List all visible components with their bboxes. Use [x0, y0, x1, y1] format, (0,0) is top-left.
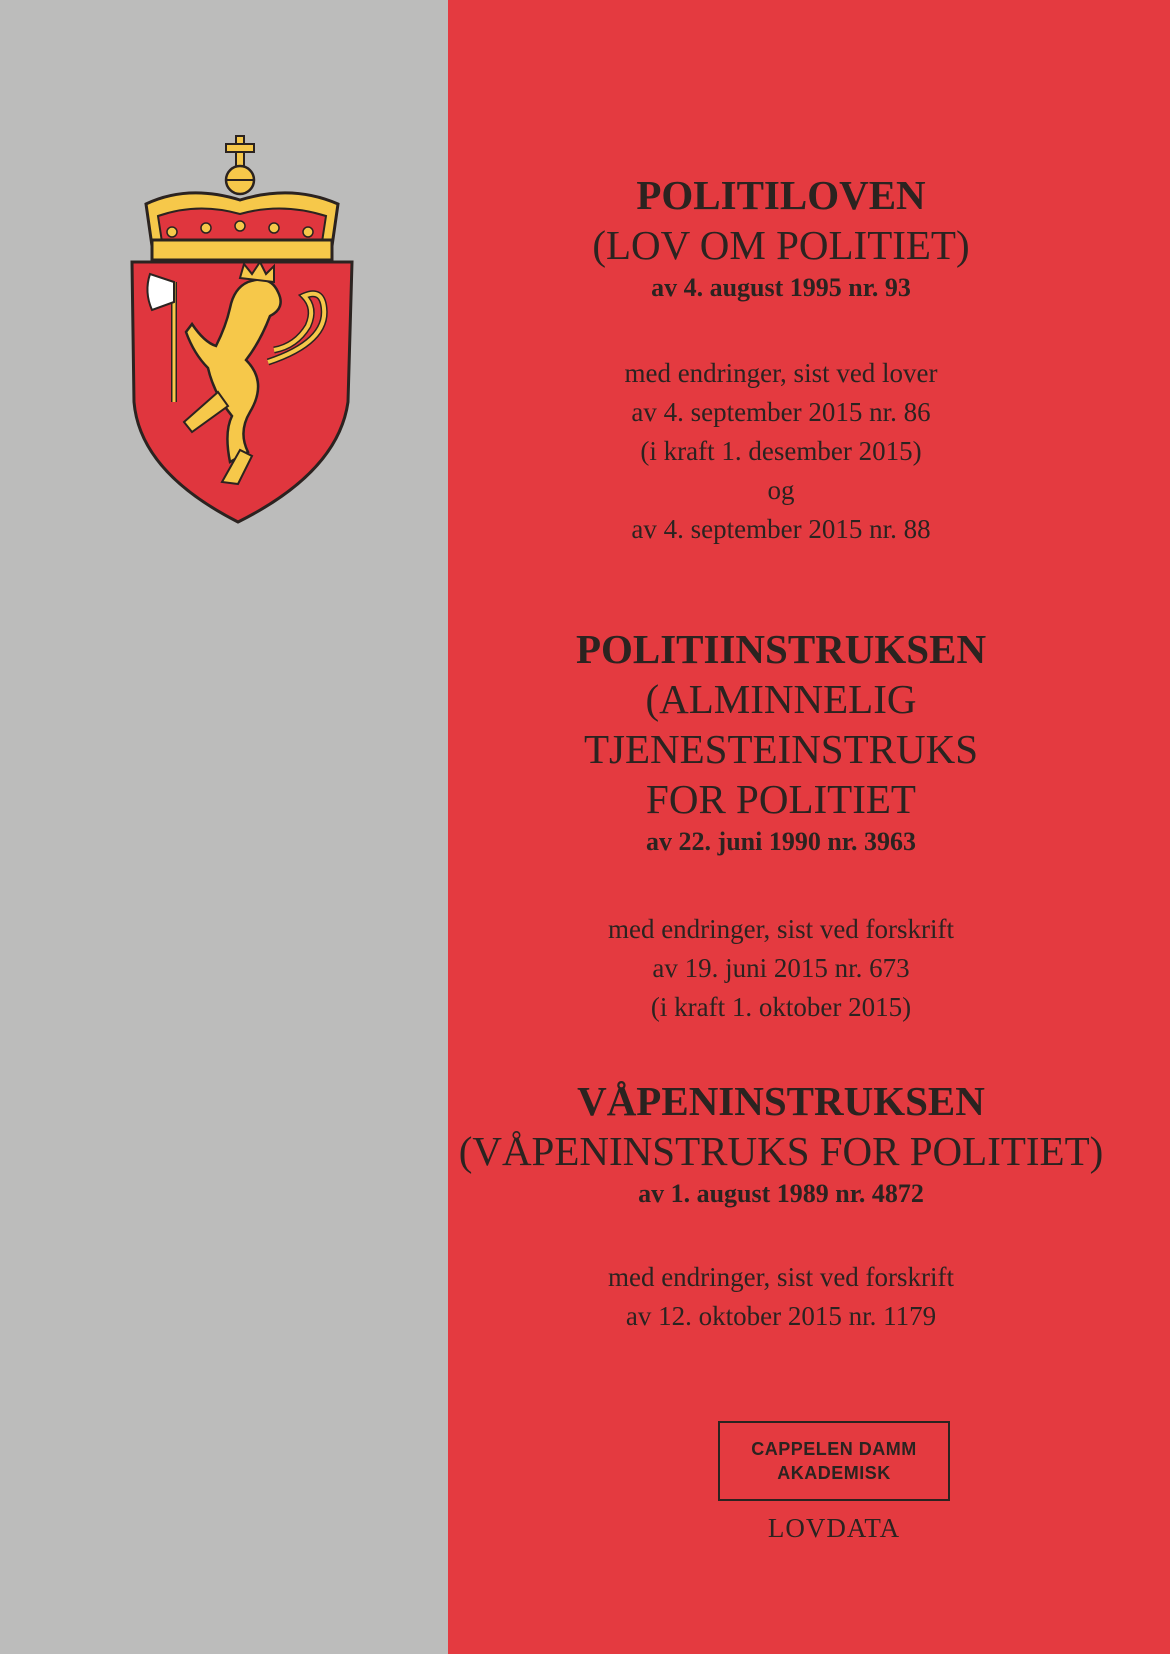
- vapeninstruksen-subtitle: (VÅPENINSTRUKS FOR POLITIET): [458, 1128, 1104, 1174]
- section-politiloven: [448, 170, 1114, 306]
- publisher-line: AKADEMISK: [777, 1463, 891, 1483]
- amendment-line: av 4. september 2015 nr. 88: [631, 514, 931, 544]
- politiloven-amendments: [448, 354, 1114, 549]
- politiinstruksen-subtitle-line: (ALMINNELIG: [645, 676, 917, 722]
- amendment-line: med endringer, sist ved forskrift: [607, 914, 955, 944]
- vapeninstruksen-amendments: [448, 1258, 1114, 1336]
- politiloven-title: POLITILOVEN: [636, 172, 926, 218]
- amendment-line: av 4. september 2015 nr. 86: [631, 397, 931, 427]
- amendment-line: av 19. juni 2015 nr. 673: [652, 953, 910, 983]
- amendment-line: (i kraft 1. oktober 2015): [650, 992, 912, 1022]
- politiloven-date: av 4. august 1995 nr. 93: [651, 273, 911, 302]
- grey-spine: [0, 0, 448, 1654]
- vapeninstruksen-title: VÅPENINSTRUKSEN: [577, 1078, 985, 1124]
- amendment-line: med endringer, sist ved forskrift: [607, 1262, 955, 1292]
- amendment-line: med endringer, sist ved lover: [624, 358, 938, 388]
- politiinstruksen-date: av 22. juni 1990 nr. 3963: [646, 827, 916, 856]
- amendment-line: (i kraft 1. desember 2015): [640, 436, 922, 466]
- politiinstruksen-subtitle-line: TJENESTEINSTRUKS: [583, 726, 979, 772]
- politiloven-subtitle: (LOV OM POLITIET): [592, 222, 970, 268]
- amendment-line: og: [767, 475, 795, 505]
- publisher-logo: [718, 1421, 950, 1501]
- section-politiinstruksen: [448, 624, 1114, 860]
- publisher-line: CAPPELEN DAMM: [751, 1439, 917, 1459]
- amendment-line: av 12. oktober 2015 nr. 1179: [625, 1301, 937, 1331]
- politiinstruksen-title: POLITIINSTRUKSEN: [575, 626, 987, 672]
- coat-of-arms-icon: [128, 132, 356, 524]
- red-cover: [448, 0, 1170, 1654]
- politiinstruksen-subtitle-line: FOR POLITIET: [646, 776, 916, 822]
- imprint-lovdata: LOVDATA: [767, 1513, 901, 1543]
- politiinstruksen-amendments: [448, 910, 1114, 1027]
- section-vapeninstruksen: [448, 1076, 1114, 1212]
- vapeninstruksen-date: av 1. august 1989 nr. 4872: [638, 1179, 924, 1208]
